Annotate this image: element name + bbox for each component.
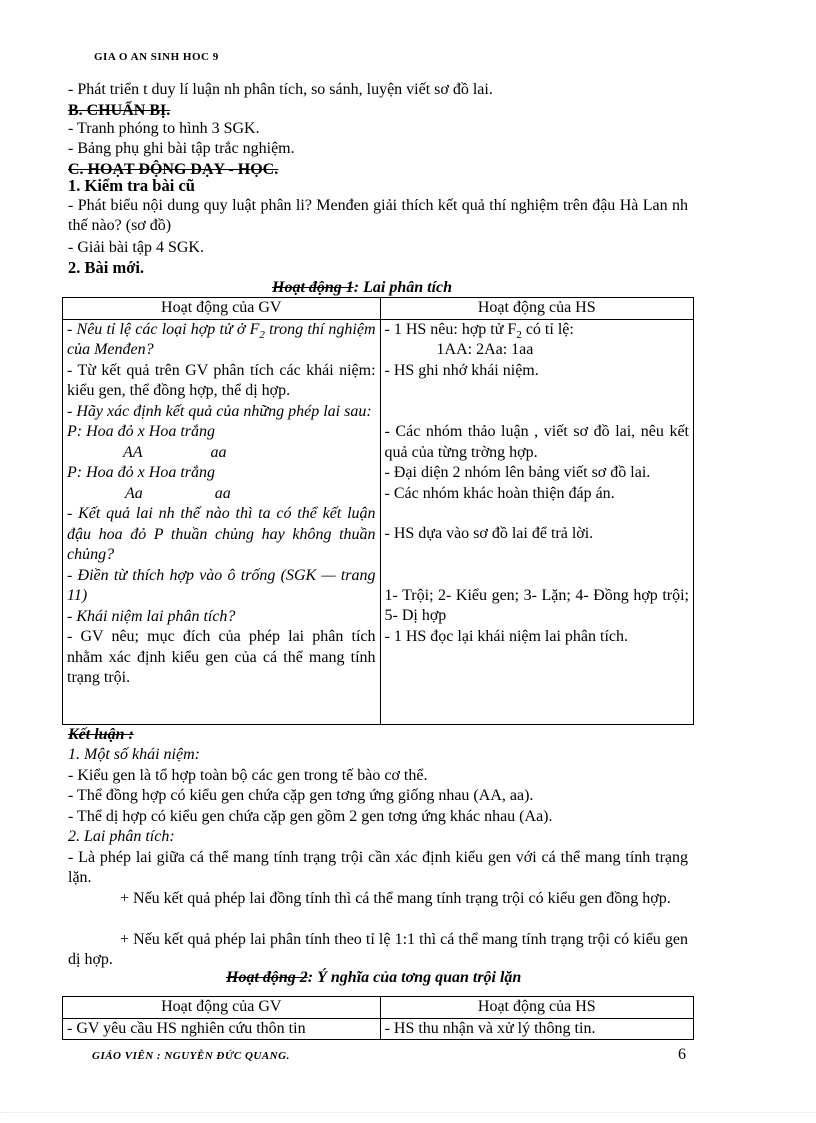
gv-cross-2: P: Hoa đỏ x Hoa trắng — [67, 464, 215, 481]
conclusion-item: + Nếu kết quả phép lai phân tính theo tỉ lệ 1:1 thì cá thể mang tính trạng trội có kiểu gen dị hợp. — [68, 931, 688, 968]
gv-cross-1: P: Hoa đỏ x Hoa trắng — [67, 423, 215, 440]
conclusion-item: - Thể đồng hợp có kiểu gen chứa cặp gen tơng ứng giống nhau (AA, aa). — [68, 787, 534, 804]
section-b-heading: B. CHUẨN BỊ. — [68, 102, 171, 119]
activity-1-gv-cell — [63, 319, 381, 724]
gv-item: - Khái niệm lai phân tích? — [67, 607, 236, 625]
hs-item: - 1 HS đọc lại khái niệm lai phân tích. — [384, 627, 629, 645]
gv-genotypes-2: Aa aa — [125, 484, 231, 502]
activity-2-title: Hoạt động 2: Ý nghĩa của tơng quan trội lặn — [226, 969, 522, 986]
hs-item: - Đại diện 2 nhóm lên bảng viết sơ đồ lai. — [384, 464, 651, 481]
hs-ratio: 1AA: 2Aa: 1aa — [436, 341, 534, 358]
activity-1-hs-cell — [380, 319, 693, 724]
gv-item: - Nêu tỉ lệ các loại hợp tử ở $F_2$ trong thí nghiệm của Menđen? — [67, 320, 376, 358]
activity-2-table — [62, 996, 694, 1040]
old-lesson-question: - Phát biểu nội dung quy luật phân li? Menđen giải thích kết quả thí nghiệm trên đậu Hà Lan nh thế nào? (sơ đồ) — [68, 197, 688, 234]
conclusion-item: - Thể dị hợp có kiểu gen chứa cặp gen gồm 2 gen tơng ứng khác nhau (Aa). — [68, 808, 553, 825]
prep-item-1: - Tranh phóng to hình 3 SGK. — [68, 120, 260, 137]
hs-item: - 1 HS nêu: hợp tử $F_2$ có tỉ lệ: — [384, 320, 574, 341]
page-footer-teacher: GIÁO VIÊN : NGUYỄN ĐỨC QUANG. — [92, 1050, 290, 1062]
conclusion-item: + Nếu kết quả phép lai đồng tính thì cá thể mang tính trạng trội có kiểu gen đồng hợp. — [120, 890, 671, 907]
page-header: GIA O AN SINH HOC 9 — [94, 51, 219, 63]
new-lesson-heading: 2. Bài mới. — [68, 258, 145, 277]
hs-item: 1- Trội; 2- Kiểu gen; 3- Lặn; 4- Đồng hợp trội; 5- Dị hợp — [384, 586, 689, 624]
activity-1-title: Hoạt động 1: Lai phân tích — [272, 279, 453, 296]
page-number: 6 — [678, 1046, 686, 1063]
old-lesson-exercise: - Giải bài tập 4 SGK. — [68, 239, 204, 256]
activity-1-table — [62, 297, 694, 725]
hs-item: - Các nhóm thảo luận , viết sơ đồ lai, nêu kết quả của từng trờng hợp. — [384, 423, 689, 461]
conclusion-heading: Kết luận : — [68, 726, 134, 743]
activity-2-gv-header: Hoạt động của GV — [63, 997, 381, 1019]
objective-line: - Phát triển t duy lí luận nh phân tích, so sánh, luyện viết sơ đồ lai. — [68, 81, 493, 98]
activity-1-hs-header: Hoạt động của HS — [380, 298, 693, 320]
gv-item: - Kết quả lai nh thế nào thì ta có thể kết luận đậu hoa đỏ P thuần chủng hay không thuần chủng? — [67, 505, 376, 563]
conclusion-item: - Kiểu gen là tổ hợp toàn bộ các gen trong tế bào cơ thể. — [68, 767, 428, 784]
page-bottom-divider — [0, 1112, 816, 1113]
gv-item: - Hãy xác định kết quả của những phép lai sau: — [67, 402, 372, 420]
activity-1-gv-header: Hoạt động của GV — [63, 298, 381, 320]
conclusion-sub-1: 1. Một số khái niệm: — [68, 746, 200, 763]
gv-item: - Từ kết quả trên GV phân tích các khái niệm: kiểu gen, thể đồng hợp, thể dị hợp. — [67, 361, 376, 399]
hs-item: - HS ghi nhớ khái niệm. — [384, 361, 539, 379]
hs-item: - Các nhóm khác hoàn thiện đáp án. — [384, 484, 615, 502]
prep-item-2: - Bảng phụ ghi bài tập trắc nghiệm. — [68, 140, 295, 157]
gv-item: - GV nêu; mục đích của phép lai phân tích nhằm xác định kiểu gen của cá thể mang tính trạng trội. — [67, 628, 376, 686]
gv-genotypes-1: AA aa — [123, 443, 227, 461]
hs-item: - HS dựa vào sơ đồ lai để trả lời. — [384, 525, 594, 542]
activity-2-gv-cell: - GV yêu cầu HS nghiên cứu thôn tin — [63, 1018, 381, 1040]
activity-2-hs-header: Hoạt động của HS — [380, 997, 693, 1019]
conclusion-sub-2: 2. Lai phân tích: — [68, 828, 175, 845]
gv-item: - Điền từ thích hợp vào ô trống (SGK — trang 11) — [67, 566, 376, 604]
conclusion-item: - Là phép lai giữa cá thể mang tính trạng trội cần xác định kiểu gen với cá thể mang tính trạng lặn. — [68, 849, 688, 886]
old-lesson-heading: 1. Kiểm tra bài cũ — [68, 176, 195, 195]
activity-2-hs-cell: - HS thu nhận và xử lý thông tin. — [380, 1018, 693, 1040]
section-c-heading: C. HOẠT ĐỘNG DẠY - HỌC. — [68, 161, 279, 178]
